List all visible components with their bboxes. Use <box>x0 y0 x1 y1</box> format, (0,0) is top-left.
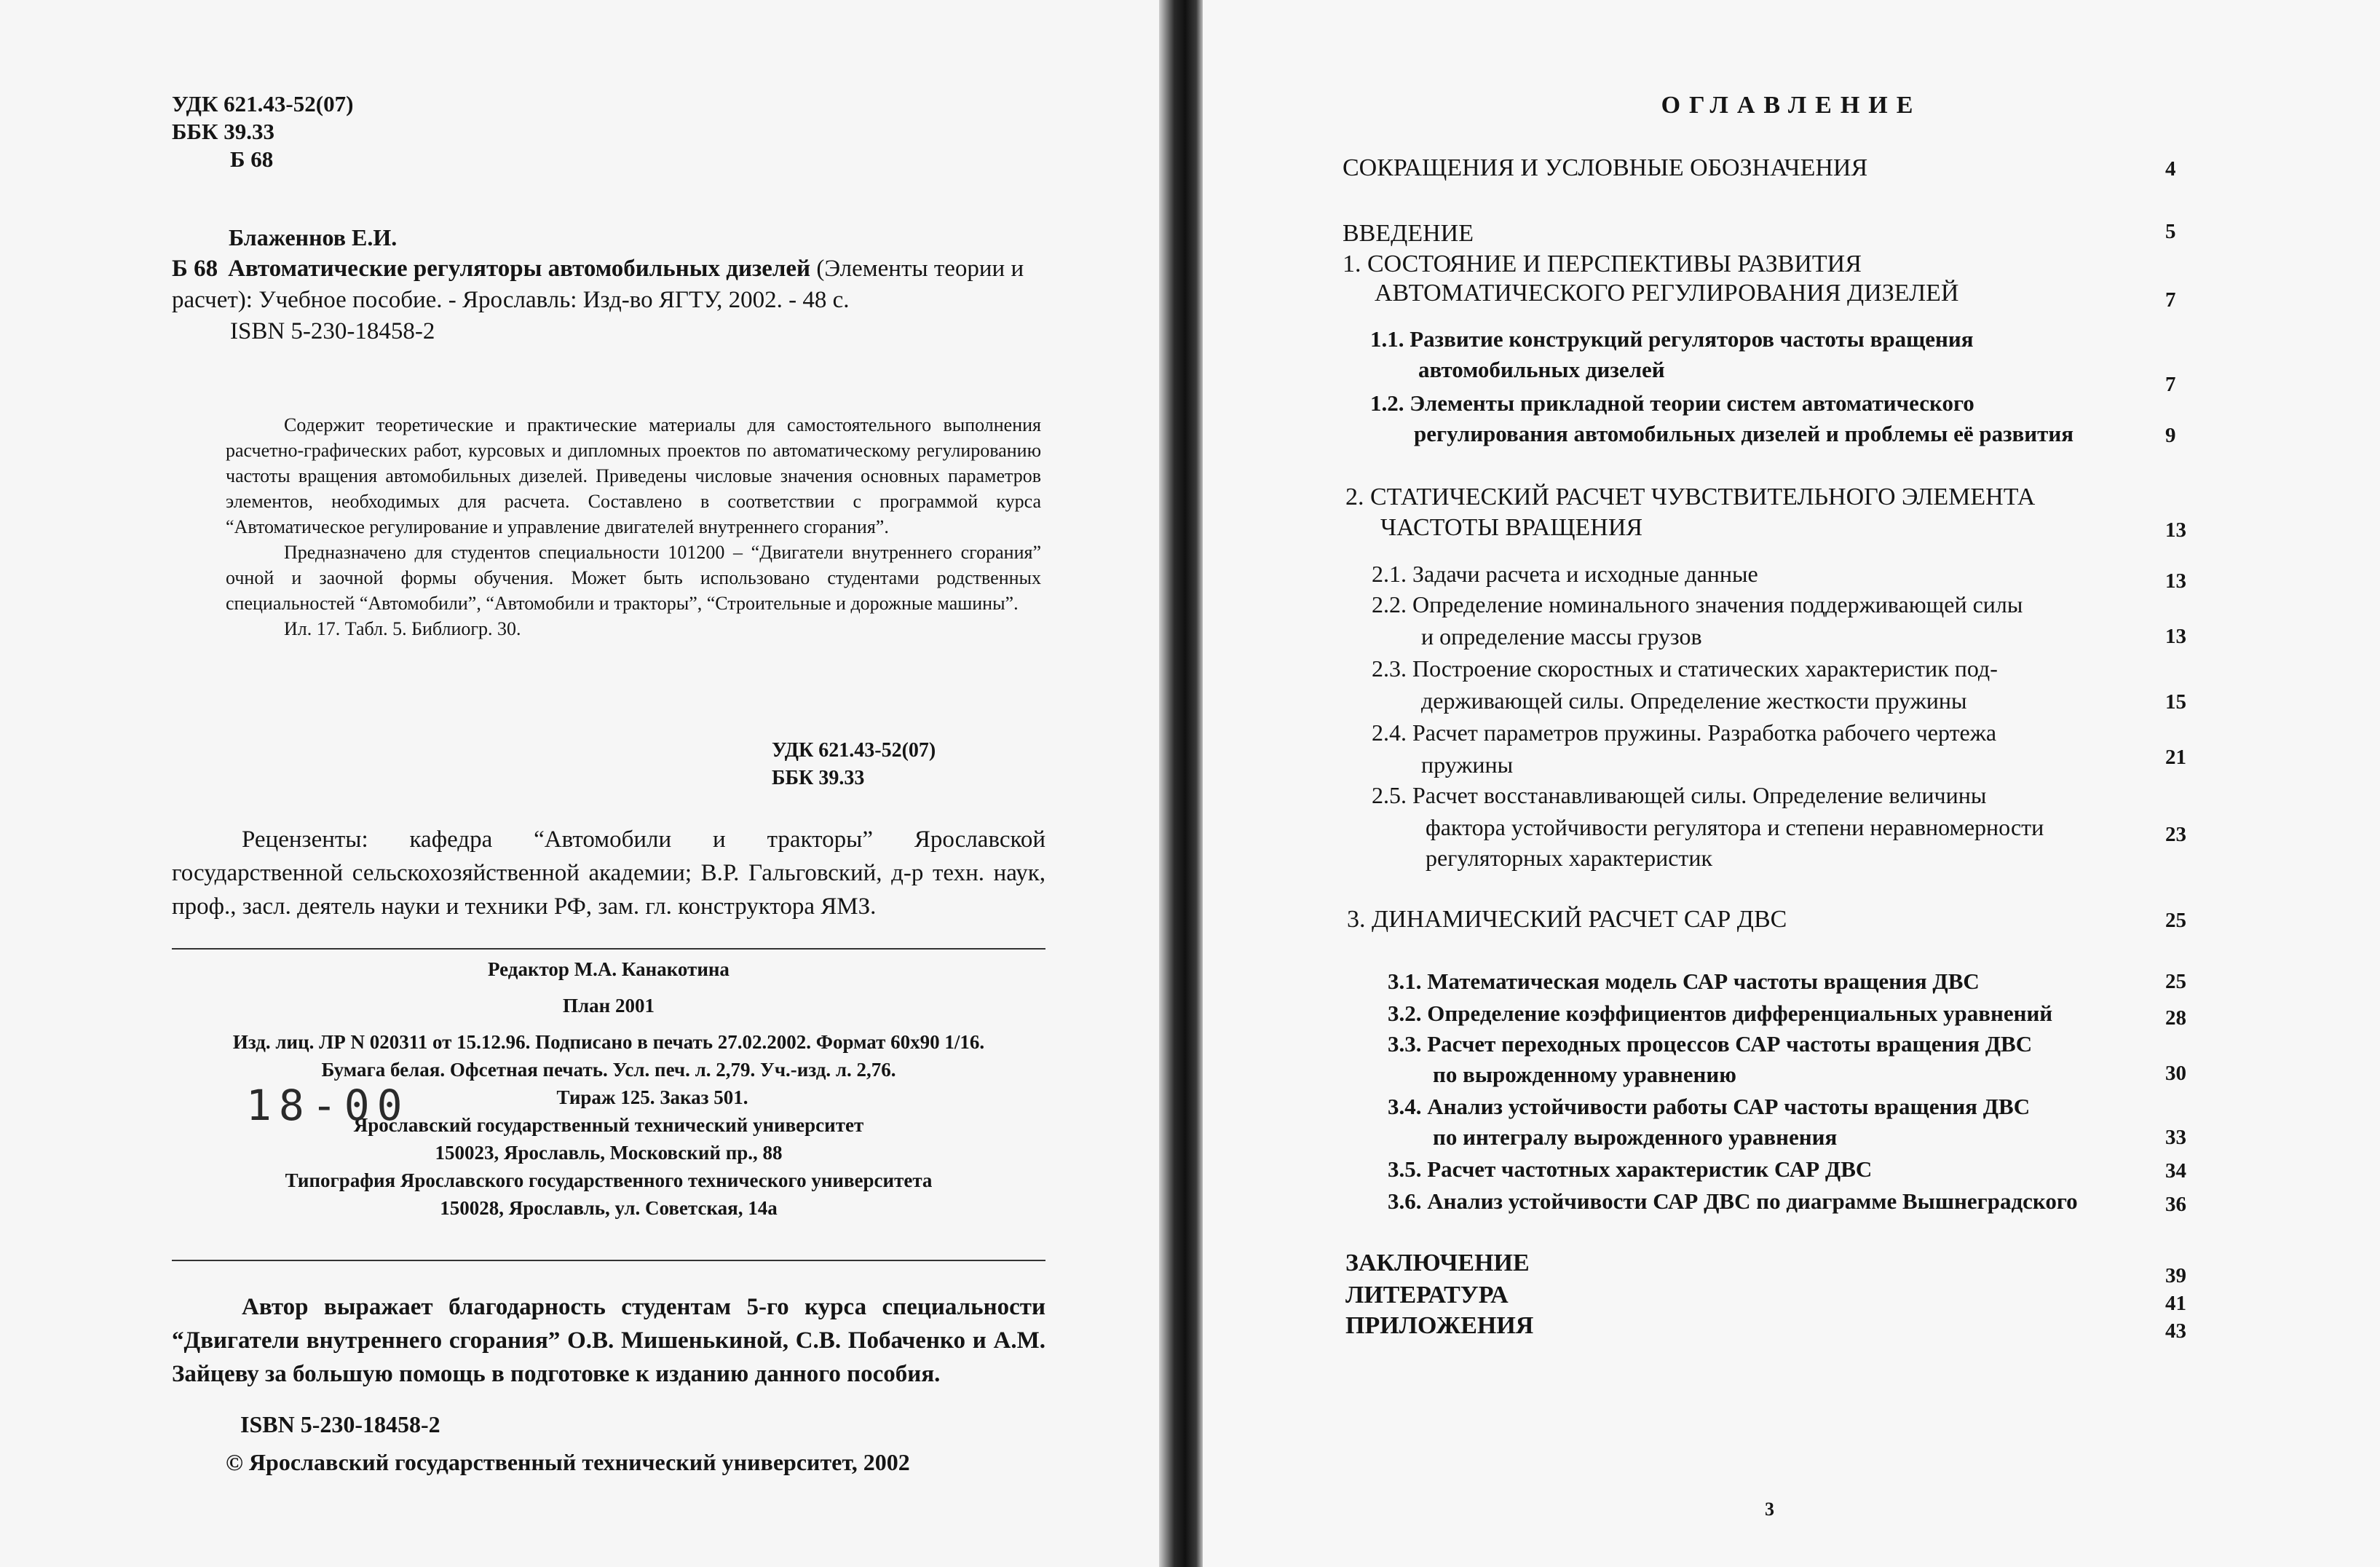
isbn: ISBN 5-230-18458-2 <box>230 318 435 344</box>
reviewers <box>172 823 1045 923</box>
divider-bottom <box>172 1260 1045 1261</box>
toc-section-3-1-page: 25 <box>2165 970 2186 993</box>
price-stamp: 18-00 <box>246 1081 410 1130</box>
toc-section-2-5-line-1: 2.5. Расчет восстанавливающей силы. Определение величины <box>1372 782 1987 808</box>
toc-section-3-2: 3.2. Определение коэффициентов дифференциальных уравнений <box>1388 1000 2053 1026</box>
toc-section-3-6: 3.6. Анализ устойчивости САР ДВС по диаграмме Вышнеградского <box>1388 1188 2078 1214</box>
book-code: Б 68 <box>230 146 274 172</box>
acknowledgements <box>172 1290 1045 1391</box>
toc-abbreviations: СОКРАЩЕНИЯ И УСЛОВНЫЕ ОБОЗНАЧЕНИЯ <box>1343 154 1868 181</box>
toc-section-3-4-line-2: по интегралу вырожденного уравнения <box>1433 1124 1838 1150</box>
toc-section-2-5-line-2: фактора устойчивости регулятора и степени неравномерности <box>1426 814 2044 840</box>
annotation <box>226 412 1041 642</box>
toc-section-2-4-line-1: 2.4. Расчет параметров пружины. Разработка рабочего чертежа <box>1372 719 1997 746</box>
toc-section-3-2-page: 28 <box>2165 1006 2186 1030</box>
toc-chapter-3: 3. ДИНАМИЧЕСКИЙ РАСЧЕТ САР ДВС <box>1347 906 1787 933</box>
bbk-code-repeat: ББК 39.33 <box>772 767 865 789</box>
toc-section-2-4-line-2: пружины <box>1421 751 1514 778</box>
circulation: Тираж 125. Заказ 501. <box>556 1086 748 1108</box>
toc-abbreviations-page: 4 <box>2165 157 2176 181</box>
reviewers-text: Рецензенты: кафедра “Автомобили и тракторы” Ярославской государственной сельскохозяйственной академии; В.Р. Гальговский, д-р техн. наук, проф., засл. деятель науки и техники РФ, зам. гл. конструктора ЯМЗ. <box>172 826 1045 920</box>
printshop-address: 150028, Ярославль, ул. Советская, 14а <box>440 1197 778 1219</box>
classification-codes <box>172 90 353 173</box>
left-page <box>0 0 1159 1567</box>
toc-conclusion: ЗАКЛЮЧЕНИЕ <box>1345 1250 1530 1276</box>
toc-section-1-2-line-1: 1.2. Элементы прикладной теории систем автоматического <box>1370 390 1974 416</box>
illustration-meta: Ил. 17. Табл. 5. Библиогр. 30. <box>284 618 521 639</box>
toc-section-2-1-page: 13 <box>2165 569 2186 593</box>
toc-appendix: ПРИЛОЖЕНИЯ <box>1345 1312 1534 1339</box>
toc-section-2-2-page: 13 <box>2165 625 2186 648</box>
toc-section-1-1-page: 7 <box>2165 373 2176 396</box>
plan: План 2001 <box>563 995 655 1017</box>
toc-introduction: ВВЕДЕНИЕ <box>1343 220 1474 247</box>
toc-chapter-1-line-1: 1. СОСТОЯНИЕ И ПЕРСПЕКТИВЫ РАЗВИТИЯ <box>1343 250 1862 277</box>
toc-chapter-1-page: 7 <box>2165 288 2176 312</box>
annotation-paragraph-2: Предназначено для студентов специальности 101200 – “Двигатели внутреннего сгорания” очной и заочной формы обучения. Может быть использовано студентами родственных специальностей “Автомобили”, “Автомобили и тракторы”, “Строительные и дорожные машины”. <box>226 542 1041 614</box>
toc-conclusion-page: 39 <box>2165 1264 2186 1287</box>
toc-heading: ОГЛАВЛЕНИЕ <box>1661 92 1922 119</box>
toc-section-1-2-page: 9 <box>2165 424 2176 447</box>
annotation-paragraph-1: Содержит теоретические и практические материалы для самостоятельного выполнения расчетно-графических работ, курсовых и дипломных проектов по автоматическому регулированию частоты вращения автомобильных дизелей. Приведены числовые значения основных параметров элементов, необходимых для расчета. Составлено в соответствии с программой курса “Автоматическое регулирование и управление двигателей внутреннего сгорания”. <box>226 414 1041 537</box>
toc-section-2-1: 2.1. Задачи расчета и исходные данные <box>1372 561 1758 587</box>
toc-section-2-2-line-2: и определение массы грузов <box>1421 623 1702 650</box>
right-page <box>1203 0 2380 1567</box>
acknowledgements-text: Автор выражает благодарность студентам 5-го курса специальности “Двигатели внутреннего сгорания” О.В. Мишенькиной, С.В. Побаченко и А.М. Зайцеву за большую помощь в подготовке к изданию данного пособия. <box>172 1294 1045 1387</box>
udk-code-repeat: УДК 621.43-52(07) <box>772 739 936 762</box>
isbn-footer: ISBN 5-230-18458-2 <box>240 1411 440 1437</box>
toc-section-3-6-page: 36 <box>2165 1193 2186 1216</box>
printshop-name: Типография Ярославского государственного технического университета <box>285 1169 933 1191</box>
paper-info: Бумага белая. Офсетная печать. Усл. печ. л. 2,79. Уч.-изд. л. 2,76. <box>321 1059 896 1081</box>
classification-codes-repeat <box>772 737 936 792</box>
book-description: (Элементы теории и расчет): Учебное пособие. - Ярославль: Изд-во ЯГТУ, 2002. - 48 с. <box>172 256 1024 313</box>
toc-section-1-1-line-1: 1.1. Развитие конструкций регуляторов частоты вращения <box>1370 326 1974 352</box>
bbk-code: ББК 39.33 <box>172 119 274 144</box>
book-title: Автоматические регуляторы автомобильных дизелей <box>228 256 811 282</box>
university-address: 150023, Ярославль, Московский пр., 88 <box>435 1142 783 1164</box>
toc-section-2-3-line-1: 2.3. Построение скоростных и статических характеристик под- <box>1372 655 1998 682</box>
toc-section-3-3-page: 30 <box>2165 1062 2186 1085</box>
toc-introduction-page: 5 <box>2165 220 2176 243</box>
page-number: 3 <box>1765 1499 1774 1520</box>
udk-code: УДК 621.43-52(07) <box>172 91 354 117</box>
toc-section-3-4-line-1: 3.4. Анализ устойчивости работы САР частоты вращения ДВС <box>1388 1094 2031 1119</box>
toc-section-2-2-line-1: 2.2. Определение номинального значения поддерживающей силы <box>1372 591 2023 617</box>
toc-section-1-2-line-2: регулирования автомобильных дизелей и проблемы её развития <box>1414 421 2073 446</box>
bibliographic-entry <box>172 253 1031 347</box>
toc-section-3-5-page: 34 <box>2165 1159 2186 1183</box>
author-name: Блаженнов Е.И. <box>229 224 398 250</box>
toc-section-3-5: 3.5. Расчет частотных характеристик САР ДВС <box>1388 1156 1873 1182</box>
toc-section-2-3-page: 15 <box>2165 690 2186 714</box>
university-name: Ярославский государственный технический университет <box>353 1114 864 1136</box>
divider-top <box>172 948 1045 950</box>
toc-chapter-3-page: 25 <box>2165 909 2186 932</box>
copyright: © Ярославский государственный технический университет, 2002 <box>226 1449 910 1475</box>
toc-section-3-4-page: 33 <box>2165 1126 2186 1149</box>
toc-section-2-4-page: 21 <box>2165 746 2186 769</box>
toc-section-2-5-page: 23 <box>2165 823 2186 846</box>
toc-chapter-1-line-2: АВТОМАТИЧЕСКОГО РЕГУЛИРОВАНИЯ ДИЗЕЛЕЙ <box>1375 280 1959 307</box>
book-spine <box>1159 0 1203 1567</box>
toc-chapter-2-line-2: ЧАСТОТЫ ВРАЩЕНИЯ <box>1380 514 1643 541</box>
entry-code: Б 68 <box>172 256 218 282</box>
editor: Редактор М.А. Канакотина <box>488 958 730 980</box>
toc-section-3-3-line-2: по вырожденному уравнению <box>1433 1062 1736 1087</box>
toc-section-3-3-line-1: 3.3. Расчет переходных процессов САР частоты вращения ДВС <box>1388 1031 2033 1057</box>
toc-literature: ЛИТЕРАТУРА <box>1345 1282 1509 1309</box>
toc-literature-page: 41 <box>2165 1292 2186 1315</box>
toc-chapter-2-page: 13 <box>2165 518 2186 542</box>
toc-appendix-page: 43 <box>2165 1319 2186 1343</box>
toc-section-2-3-line-2: держивающей силы. Определение жесткости пружины <box>1421 687 1967 714</box>
toc-section-2-5-line-3: регуляторных характеристик <box>1426 845 1713 871</box>
toc-section-3-1: 3.1. Математическая модель САР частоты вращения ДВС <box>1388 968 1980 994</box>
toc-section-1-1-line-2: автомобильных дизелей <box>1418 357 1665 382</box>
license: Изд. лиц. ЛР N 020311 от 15.12.96. Подписано в печать 27.02.2002. Формат 60х90 1/16. <box>232 1031 985 1053</box>
toc-chapter-2-line-1: 2. СТАТИЧЕСКИЙ РАСЧЕТ ЧУВСТВИТЕЛЬНОГО ЭЛЕМЕНТА <box>1345 483 2036 510</box>
